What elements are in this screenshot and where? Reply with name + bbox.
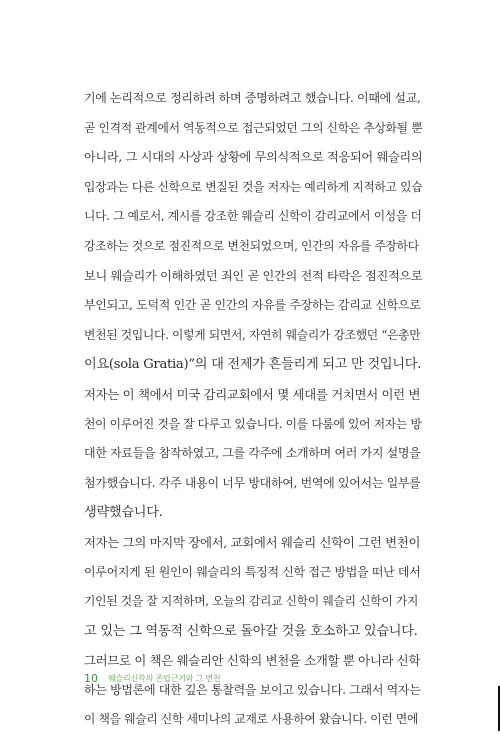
- text-line: 천이 이루어진 것을 잘 다루고 있습니다. 이를 다룸에 있어 저자는 방: [84, 416, 422, 431]
- text-line: 부인되고, 도덕적 인간 곧 인간의 자유를 주장하는 감리교 신학으로: [84, 298, 421, 313]
- text-line: 이 책을 웨슬리 신학 세미나의 교재로 사용하여 왔습니다. 이런 면에: [84, 712, 419, 727]
- running-title: 웨슬리신학의 존립근거와 그 변천: [108, 673, 221, 683]
- text-line: 변천된 것입니다. 이렇게 되면서, 자연히 웨슬리가 강조했던 “은총만: [84, 327, 421, 342]
- text-line: 이요(sola Gratia)”의 대 전제가 흔들리게 되고 만 것입니다.: [84, 357, 422, 373]
- paragraph-2: [84, 380, 422, 528]
- page-number: 10: [84, 671, 98, 685]
- text-line: 니다. 그 예로서, 계시를 강조한 웨슬리 신학이 감리교에서 이성을 더: [84, 209, 422, 224]
- text-line: 보니 웨슬리가 이해하였던 죄인 곧 인간의 전적 타락은 점진적으로: [84, 268, 423, 283]
- text-line: 대한 자료들을 참작하였고, 그를 각주에 소개하며 여러 가지 설명을: [84, 446, 421, 461]
- text-line: 아니라, 그 시대의 사상과 상황에 무의식적으로 적응되어 웨슬리의: [84, 150, 423, 165]
- text-line: 저자는 이 책에서 미국 감리교회에서 몇 세대를 거치면서 이런 변: [84, 386, 421, 402]
- text-line: 입장과는 다른 신학으로 변질된 것을 저자는 예리하게 지적하고 있습: [84, 179, 423, 194]
- paragraph-1: [84, 84, 422, 380]
- text-line: 기인된 것을 잘 지적하며, 오늘의 감리교 신학이 웨슬리 신학이 가지: [84, 594, 419, 609]
- text-line: 고 있는 그 역동적 신학으로 돌아갈 것을 호소하고 있습니다.: [84, 623, 418, 639]
- text-line: 그러므로 이 책은 웨슬리안 신학의 변천을 소개할 뿐 아니라 신학: [84, 653, 421, 669]
- paragraph-3: [84, 528, 422, 646]
- text-line: 생략했습니다.: [84, 505, 163, 521]
- text-line: 이루어지게 된 원인이 웨슬리의 특징적 신학 접근 방법을 떠난 데서: [84, 564, 421, 579]
- text-line: 강조하는 것으로 점진적으로 변천되었으며, 인간의 자유를 주장하다: [84, 238, 419, 253]
- page-footer: [84, 670, 220, 686]
- paragraph-4: [84, 646, 422, 735]
- text-line: 기에 논리적으로 정리하려 하며 증명하려고 했습니다. 이때에 설교,: [84, 91, 421, 105]
- text-line: 하는 방법론에 대한 깊은 통찰력을 보이고 있습니다. 그래서 역자는: [84, 682, 421, 697]
- text-line: 저자는 그의 마지막 장에서, 교회에서 웨슬리 신학이 그런 변천이: [84, 534, 421, 550]
- text-line: 곧 인격적 관계에서 역동적으로 접근되었던 그의 신학은 추상화될 뿐: [84, 120, 423, 135]
- body-text: [84, 84, 422, 735]
- text-line: 첨가했습니다. 각주 내용이 너무 방대하여, 번역에 있어서는 일부를: [84, 475, 421, 490]
